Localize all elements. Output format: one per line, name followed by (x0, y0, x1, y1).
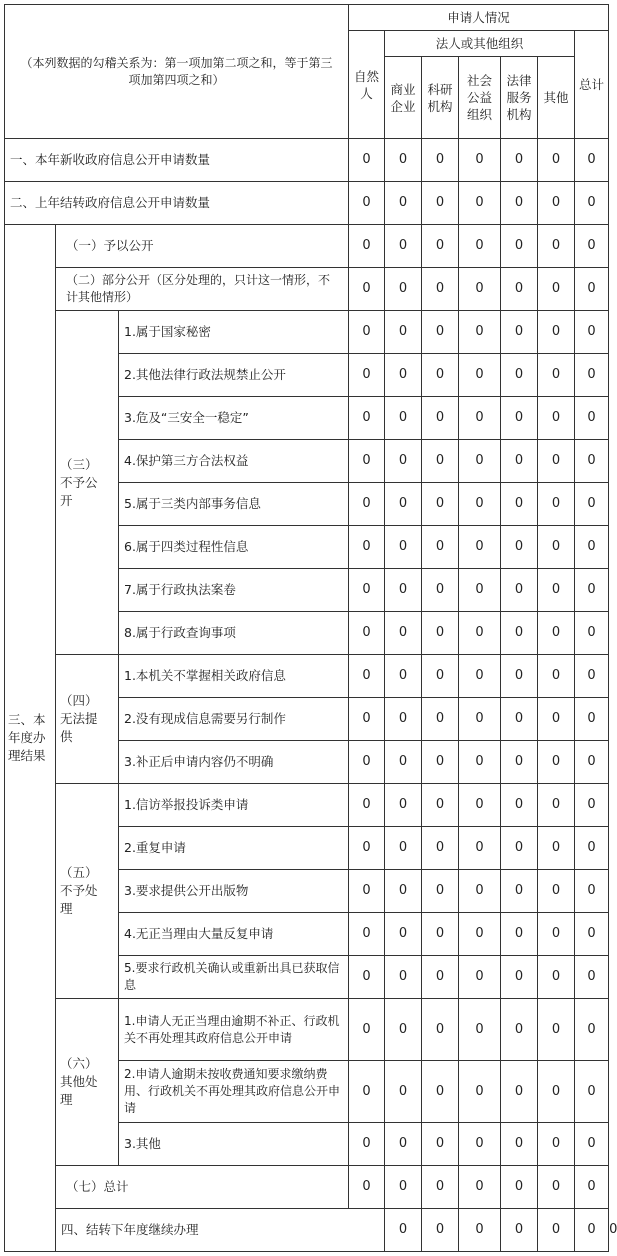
cell: 0 (349, 870, 385, 913)
cell: 0 (349, 483, 385, 526)
cell: 0 (422, 1061, 459, 1123)
cell: 0 (385, 999, 422, 1061)
cell: 0 (422, 225, 459, 268)
cell: 0 (501, 483, 538, 526)
cell: 0 (422, 1123, 459, 1166)
header-note: （本列数据的勾稽关系为：第一项加第二项之和，等于第三项加第四项之和） (5, 5, 349, 139)
cell: 0 (349, 698, 385, 741)
cell: 0 (422, 698, 459, 741)
row-label: 6.属于四类过程性信息 (119, 526, 349, 569)
cell: 0 (459, 655, 501, 698)
cell: 0 (459, 225, 501, 268)
cell: 0 (349, 956, 385, 999)
cell: 0 (349, 354, 385, 397)
cell: 0 (501, 139, 538, 182)
cell: 0 (575, 1209, 609, 1252)
cell: 0 (385, 1209, 422, 1252)
cell: 0 (385, 1061, 422, 1123)
cell: 0 (575, 913, 609, 956)
table-row (5, 182, 609, 225)
cell: 0 (459, 311, 501, 354)
cell: 0 (459, 784, 501, 827)
cell: 0 (459, 741, 501, 784)
cell: 0 (349, 784, 385, 827)
cell: 0 (422, 397, 459, 440)
cell: 0 (349, 397, 385, 440)
cell: 0 (538, 956, 575, 999)
cell: 0 (538, 827, 575, 870)
cell: 0 (385, 956, 422, 999)
cell: 0 (538, 569, 575, 612)
row-label: 3.其他 (119, 1123, 349, 1166)
cell: 0 (575, 741, 609, 784)
col-public-welfare: 社会公益组织 (459, 57, 501, 139)
cell: 0 (459, 1123, 501, 1166)
cell: 0 (422, 1209, 459, 1252)
cell: 0 (422, 827, 459, 870)
cell: 0 (501, 311, 538, 354)
cell: 0 (501, 397, 538, 440)
cell: 0 (459, 182, 501, 225)
cell: 0 (385, 311, 422, 354)
cell: 0 (385, 612, 422, 655)
cell: 0 (385, 569, 422, 612)
table-row (5, 311, 609, 354)
table-row (5, 268, 609, 311)
table-row (5, 1166, 609, 1209)
row-label: 3.要求提供公开出版物 (119, 870, 349, 913)
cell: 0 (538, 354, 575, 397)
cell: 0 (422, 870, 459, 913)
cell: 0 (349, 999, 385, 1061)
cell: 0 (385, 913, 422, 956)
cell: 0 (385, 1166, 422, 1209)
row-label: 5.要求行政机关确认或重新出具已获取信息 (119, 956, 349, 999)
cell: 0 (422, 999, 459, 1061)
col-other: 其他 (538, 57, 575, 139)
row-label: 4.保护第三方合法权益 (119, 440, 349, 483)
cell: 0 (538, 483, 575, 526)
cell: 0 (575, 655, 609, 698)
cell: 0 (538, 698, 575, 741)
cell: 0 (538, 784, 575, 827)
gov-info-disclosure-table (4, 4, 617, 1252)
table-row: 四、结转下年度继续办理 0 0 0 0 0 0 0 (5, 1209, 609, 1252)
cell: 0 (575, 526, 609, 569)
cell: 0 (422, 655, 459, 698)
cell: 0 (349, 655, 385, 698)
cell: 0 (459, 354, 501, 397)
col-research: 科研机构 (422, 57, 459, 139)
cell: 0 (385, 870, 422, 913)
cell: 0 (459, 526, 501, 569)
row-label: 1.属于国家秘密 (119, 311, 349, 354)
cell: 0 (349, 913, 385, 956)
cell: 0 (459, 913, 501, 956)
cell: 0 (575, 569, 609, 612)
cell: 0 (459, 999, 501, 1061)
cell: 0 (575, 1061, 609, 1123)
cell: 0 (501, 999, 538, 1061)
row-label: 5.属于三类内部事务信息 (119, 483, 349, 526)
cell: 0 (385, 741, 422, 784)
cell: 0 (385, 397, 422, 440)
cell: 0 (575, 999, 609, 1061)
cell: 0 (349, 440, 385, 483)
cell: 0 (501, 784, 538, 827)
cell: 0 (501, 612, 538, 655)
cell: 0 (422, 913, 459, 956)
cell: 0 (575, 870, 609, 913)
cell: 0 (575, 483, 609, 526)
cell: 0 (538, 1061, 575, 1123)
row-label: 1.申请人无正当理由逾期不补正、行政机关不再处理其政府信息公开申请 (119, 999, 349, 1061)
cell: 0 (538, 870, 575, 913)
cell: 0 (422, 569, 459, 612)
cell: 0 (349, 1166, 385, 1209)
cell: 0 (422, 440, 459, 483)
cell: 0 (575, 612, 609, 655)
table-row (5, 655, 609, 698)
table-row (5, 225, 609, 268)
cell: 0 (422, 956, 459, 999)
cell: 0 (501, 268, 538, 311)
cell: 0 (385, 483, 422, 526)
cell: 0 (422, 612, 459, 655)
cell: 0 (459, 698, 501, 741)
cell: 0 (349, 612, 385, 655)
cell: 0 (501, 569, 538, 612)
cell: 0 (385, 440, 422, 483)
row-label: 7.属于行政执法案卷 (119, 569, 349, 612)
table-row (5, 784, 609, 827)
cell: 0 (575, 139, 609, 182)
cell: 0 (459, 827, 501, 870)
cell: 0 (538, 913, 575, 956)
cell: 0 (422, 311, 459, 354)
cell: 0 (385, 354, 422, 397)
cell: 0 (349, 526, 385, 569)
header-applicant: 申请人情况 (349, 5, 609, 31)
cell: 0 (575, 1166, 609, 1209)
cell: 0 (459, 612, 501, 655)
cell: 0 (422, 182, 459, 225)
cell: 0 (459, 397, 501, 440)
cell: 0 (575, 311, 609, 354)
row-label: 一、本年新收政府信息公开申请数量 (5, 139, 349, 182)
cell: 0 (575, 956, 609, 999)
cell: 0 (501, 956, 538, 999)
group5-label: （五）不予处理 (56, 784, 119, 999)
cell: 0 (538, 182, 575, 225)
row-label: 8.属于行政查询事项 (119, 612, 349, 655)
cell: 0 (501, 440, 538, 483)
row-label: 4.无正当理由大量反复申请 (119, 913, 349, 956)
cell: 0 (459, 956, 501, 999)
cell: 0 (349, 569, 385, 612)
cell: 0 (538, 225, 575, 268)
cell: 0 (538, 526, 575, 569)
cell: 0 (538, 397, 575, 440)
cell: 0 (501, 1166, 538, 1209)
row-label: 2.申请人逾期未按收费通知要求缴纳费用、行政机关不再处理其政府信息公开申请 (119, 1061, 349, 1123)
cell: 0 (575, 354, 609, 397)
row-label: （二）部分公开（区分处理的，只计这一情形，不计其他情形） (56, 268, 349, 311)
row-label: （七）总计 (56, 1166, 349, 1209)
cell: 0 (385, 827, 422, 870)
cell: 0 (422, 268, 459, 311)
cell: 0 (459, 268, 501, 311)
cell: 0 (422, 1166, 459, 1209)
cell: 0 (538, 268, 575, 311)
cell: 0 (575, 225, 609, 268)
row-label: 2.其他法律行政法规禁止公开 (119, 354, 349, 397)
group3-label: （三）不予公开 (56, 311, 119, 655)
cell: 0 (501, 354, 538, 397)
cell: 0 (422, 784, 459, 827)
row-label: 1.本机关不掌握相关政府信息 (119, 655, 349, 698)
cell: 0 (575, 1123, 609, 1166)
cell: 0 (501, 698, 538, 741)
cell: 0 (575, 268, 609, 311)
cell: 0 (575, 784, 609, 827)
cell: 0 (459, 870, 501, 913)
row-label: 2.重复申请 (119, 827, 349, 870)
cell: 0 (538, 139, 575, 182)
cell: 0 (459, 1061, 501, 1123)
cell: 0 (501, 225, 538, 268)
cell: 0 (385, 1123, 422, 1166)
row-label: 四、结转下年度继续办理 (56, 1209, 385, 1252)
cell: 0 (349, 268, 385, 311)
cell: 0 (422, 741, 459, 784)
cell: 0 (422, 139, 459, 182)
row-label: 2.没有现成信息需要另行制作 (119, 698, 349, 741)
cell: 0 (422, 483, 459, 526)
cell: 0 (385, 139, 422, 182)
col-natural-person: 自然人 (349, 31, 385, 139)
cell: 0 (385, 784, 422, 827)
cell: 0 (501, 913, 538, 956)
cell: 0 (538, 440, 575, 483)
cell: 0 (501, 827, 538, 870)
cell: 0 (538, 741, 575, 784)
row-label: 二、上年结转政府信息公开申请数量 (5, 182, 349, 225)
cell: 0 (349, 139, 385, 182)
cell: 0 (459, 1166, 501, 1209)
cell: 0 (349, 1123, 385, 1166)
cell: 0 (538, 999, 575, 1061)
cell: 0 (501, 1061, 538, 1123)
cell: 0 (501, 870, 538, 913)
cell: 0 (459, 569, 501, 612)
cell: 0 (385, 268, 422, 311)
group6-label: （六）其他处理 (56, 999, 119, 1166)
cell: 0 (349, 741, 385, 784)
cell: 0 (575, 698, 609, 741)
cell: 0 (459, 1209, 501, 1252)
row-label: 1.信访举报投诉类申请 (119, 784, 349, 827)
cell: 0 (459, 440, 501, 483)
row-label: 3.危及“三安全一稳定” (119, 397, 349, 440)
cell: 0 (538, 655, 575, 698)
cell: 0 (349, 311, 385, 354)
cell: 0 (575, 827, 609, 870)
cell: 0 (538, 612, 575, 655)
cell: 0 (501, 741, 538, 784)
group4-label: （四）无法提供 (56, 655, 119, 784)
table-row (5, 139, 609, 182)
cell: 0 (538, 1209, 575, 1252)
col-business: 商业企业 (385, 57, 422, 139)
row-label: （一）予以公开 (56, 225, 349, 268)
cell: 0 (349, 1061, 385, 1123)
cell: 0 (349, 225, 385, 268)
cell: 0 (501, 655, 538, 698)
section3-label: 三、本年度办理结果 (5, 225, 56, 1252)
cell: 0 (501, 182, 538, 225)
cell: 0 (501, 1209, 538, 1252)
cell: 0 (501, 1123, 538, 1166)
cell: 0 (349, 827, 385, 870)
cell: 0 (501, 526, 538, 569)
cell: 0 (538, 311, 575, 354)
row-label: 3.补正后申请内容仍不明确 (119, 741, 349, 784)
cell: 0 (459, 483, 501, 526)
cell: 0 (422, 526, 459, 569)
cell: 0 (575, 182, 609, 225)
cell: 0 (385, 526, 422, 569)
cell: 0 (575, 397, 609, 440)
cell: 0 (422, 354, 459, 397)
cell: 0 (385, 182, 422, 225)
cell: 0 (538, 1123, 575, 1166)
cell: 0 (385, 655, 422, 698)
cell: 0 (459, 139, 501, 182)
cell: 0 (349, 182, 385, 225)
col-legal-service: 法律服务机构 (501, 57, 538, 139)
table-row (5, 999, 609, 1061)
cell: 0 (385, 698, 422, 741)
col-total: 总计 (575, 31, 609, 139)
header-legal-group: 法人或其他组织 (385, 31, 575, 57)
cell: 0 (385, 225, 422, 268)
cell: 0 (575, 440, 609, 483)
cell: 0 (538, 1166, 575, 1209)
